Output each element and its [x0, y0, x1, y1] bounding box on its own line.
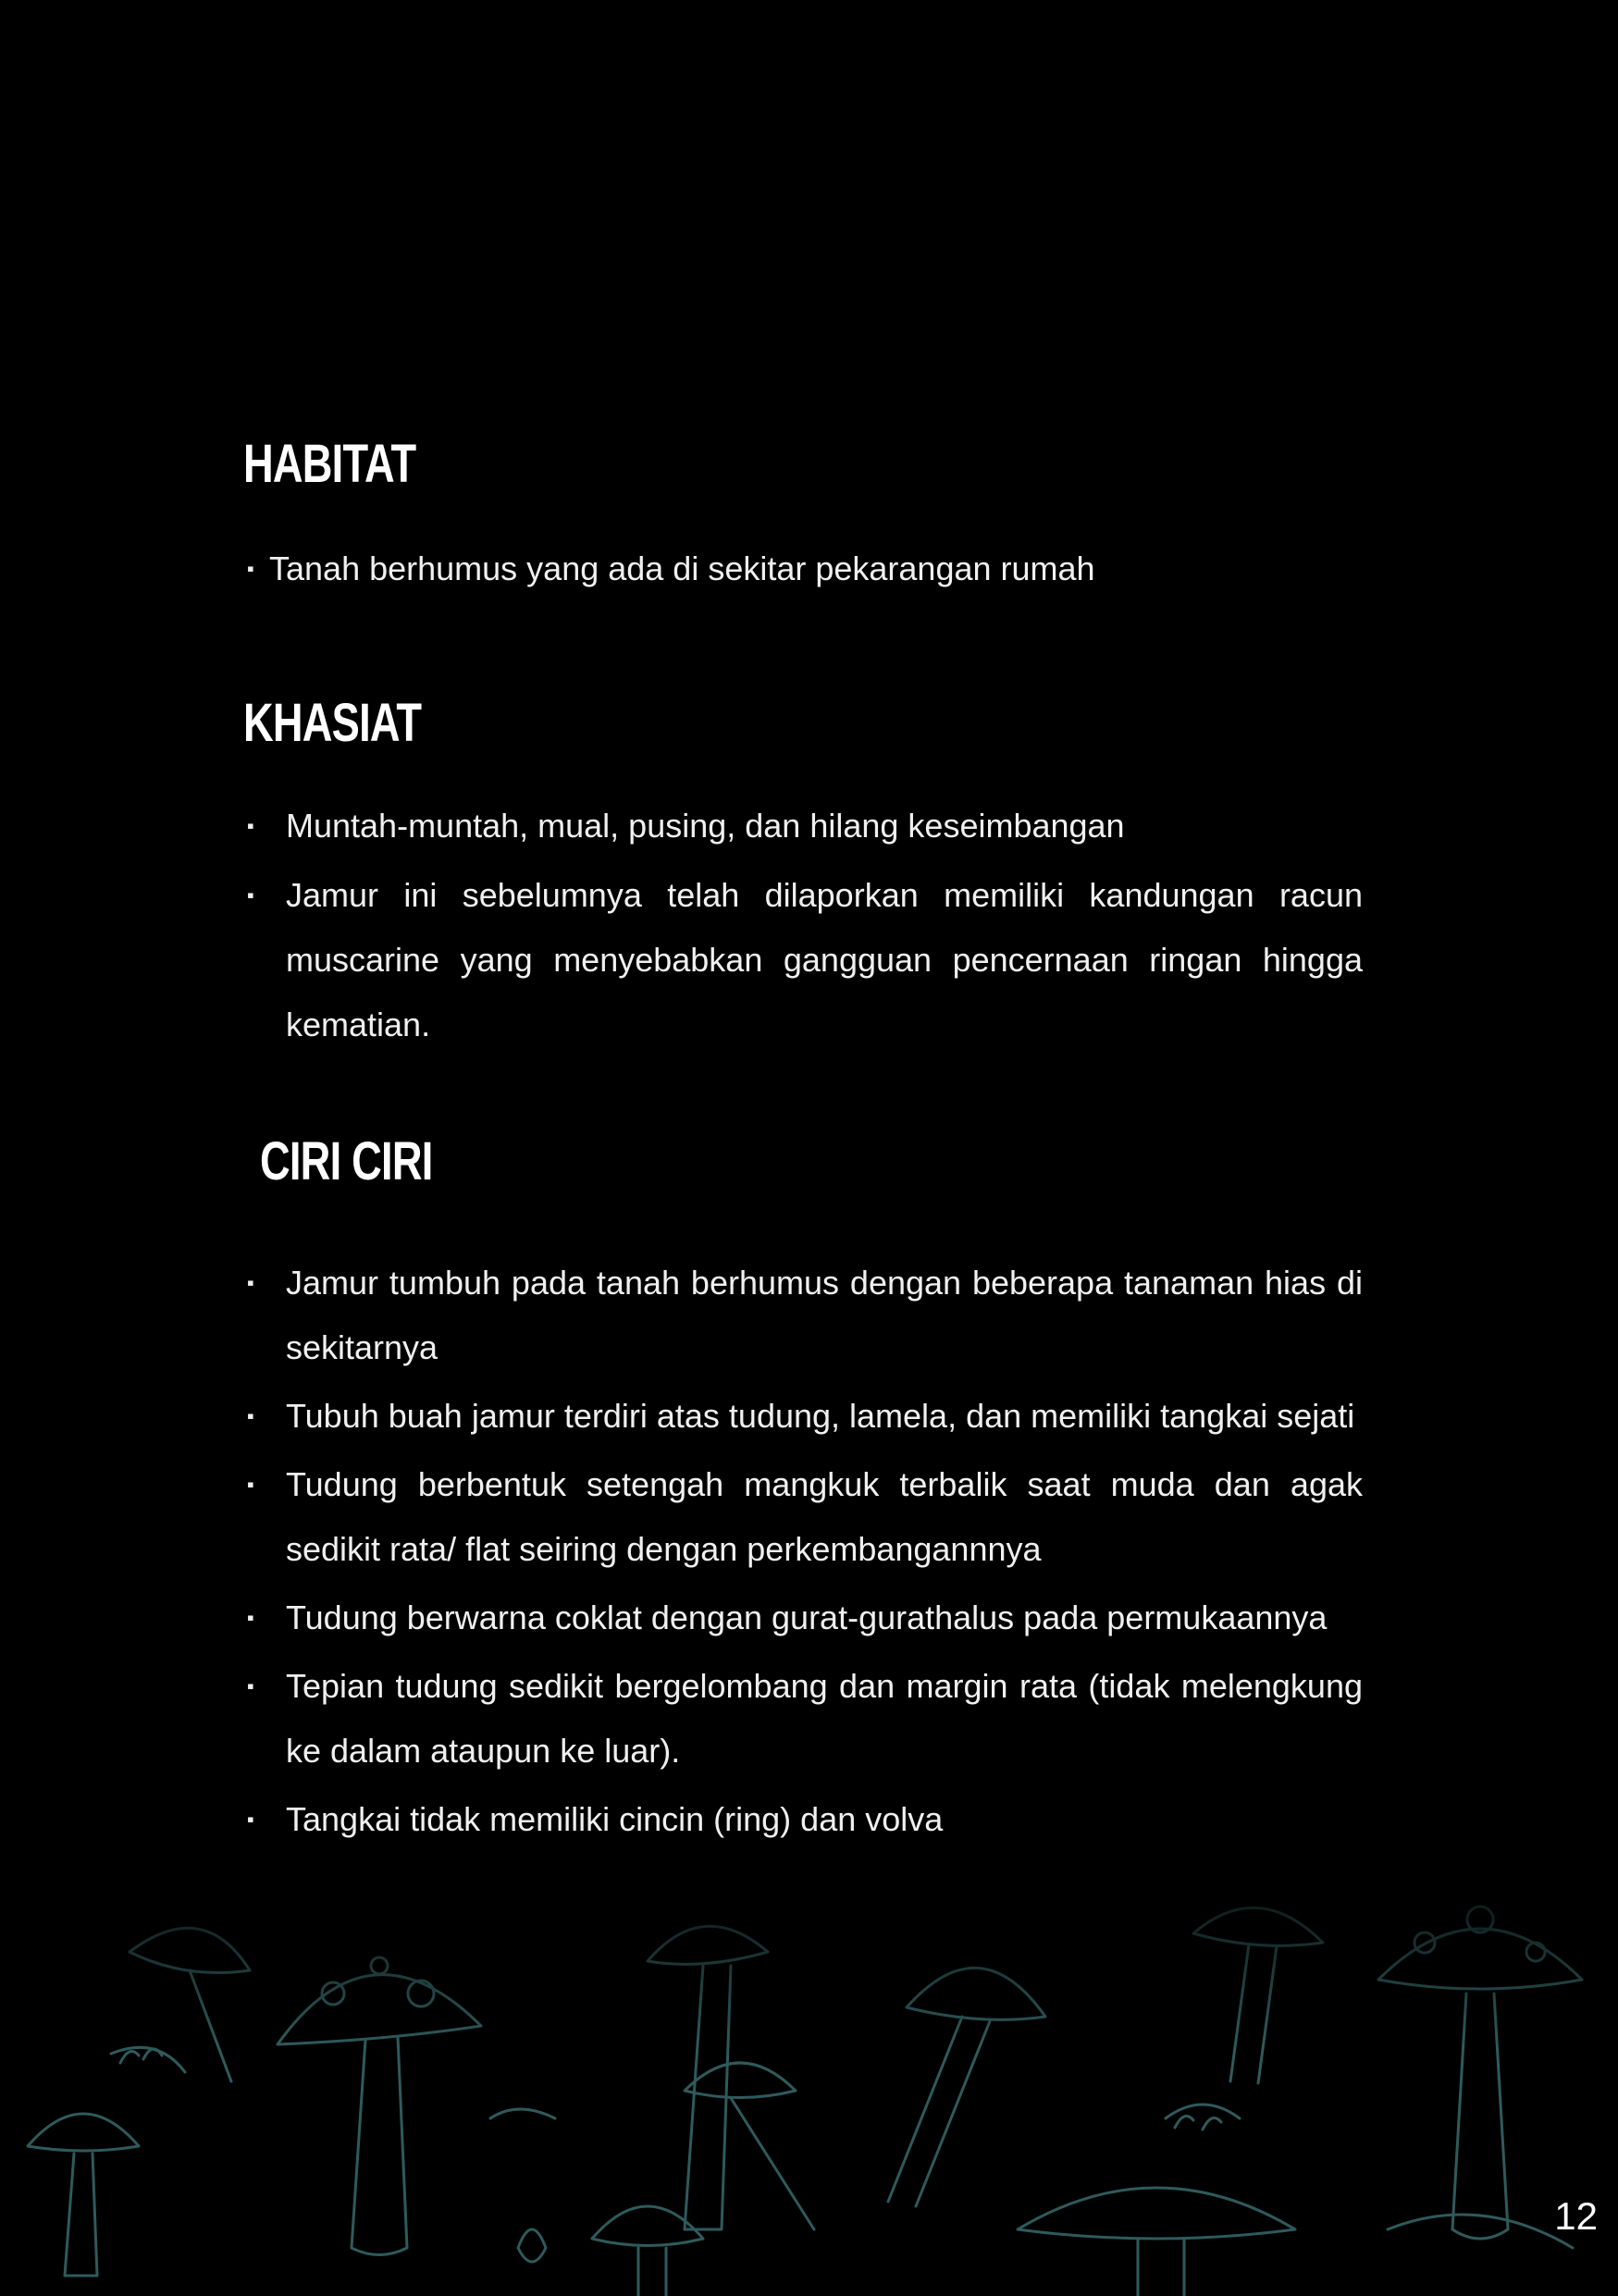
- bullet-icon: ▪: [247, 1808, 254, 1831]
- ciri-heading: CIRI CIRI: [260, 1131, 433, 1191]
- list-item-text: Tepian tudung sedikit bergelombang dan margin rata (tidak melengkung ke dalam ataupun ke luar).: [286, 1667, 1363, 1770]
- bullet-icon: ▪: [247, 814, 254, 837]
- list-item-text: Tudung berbentuk setengah mangkuk terbalik saat muda dan agak sedikit rata/ flat seiring dengan perkembangannnya: [286, 1465, 1363, 1568]
- bullet-icon: ▪: [247, 1271, 254, 1294]
- list-item-text: Jamur ini sebelumnya telah dilaporkan memiliki kandungan racun muscarine yang menyebabkan gangguan pencernaan ringan hingga kematian.: [286, 876, 1363, 1043]
- list-item-text: Tanah berhumus yang ada di sekitar pekarangan rumah: [269, 549, 1095, 587]
- list-item-text: Tudung berwarna coklat dengan gurat-gurathalus pada permukaannya: [286, 1599, 1328, 1636]
- list-item: [243, 1452, 1363, 1582]
- khasiat-heading: KHASIAT: [243, 693, 422, 753]
- list-item-text: Tubuh buah jamur terdiri atas tudung, lamela, dan memiliki tangkai sejati: [286, 1397, 1355, 1435]
- bullet-icon: ▪: [247, 1404, 254, 1427]
- list-item: [243, 863, 1363, 1057]
- khasiat-list: [243, 794, 1363, 1062]
- habitat-heading: HABITAT: [243, 434, 416, 494]
- bullet-icon: ▪: [247, 557, 254, 580]
- list-item-text: Jamur tumbuh pada tanah berhumus dengan beberapa tanaman hias di sekitarnya: [286, 1264, 1363, 1366]
- bullet-icon: ▪: [247, 883, 254, 907]
- list-item: [243, 1251, 1363, 1380]
- mushroom-pattern-icon: [0, 1841, 1618, 2296]
- bullet-icon: ▪: [247, 1674, 254, 1697]
- list-item-text: Muntah-muntah, mual, pusing, dan hilang keseimbangan: [286, 807, 1125, 845]
- list-item: [243, 794, 1363, 858]
- bullet-icon: ▪: [247, 1473, 254, 1496]
- bullet-icon: ▪: [247, 1606, 254, 1629]
- list-item-text: Tangkai tidak memiliki cincin (ring) dan volva: [286, 1800, 944, 1838]
- habitat-list: [243, 537, 1363, 601]
- list-item: [243, 1384, 1363, 1449]
- list-item: [243, 1654, 1363, 1784]
- list-item: [243, 1586, 1363, 1650]
- list-item: [243, 537, 1363, 601]
- page-number: 12: [1554, 2194, 1598, 2238]
- ciri-list: [243, 1251, 1363, 1856]
